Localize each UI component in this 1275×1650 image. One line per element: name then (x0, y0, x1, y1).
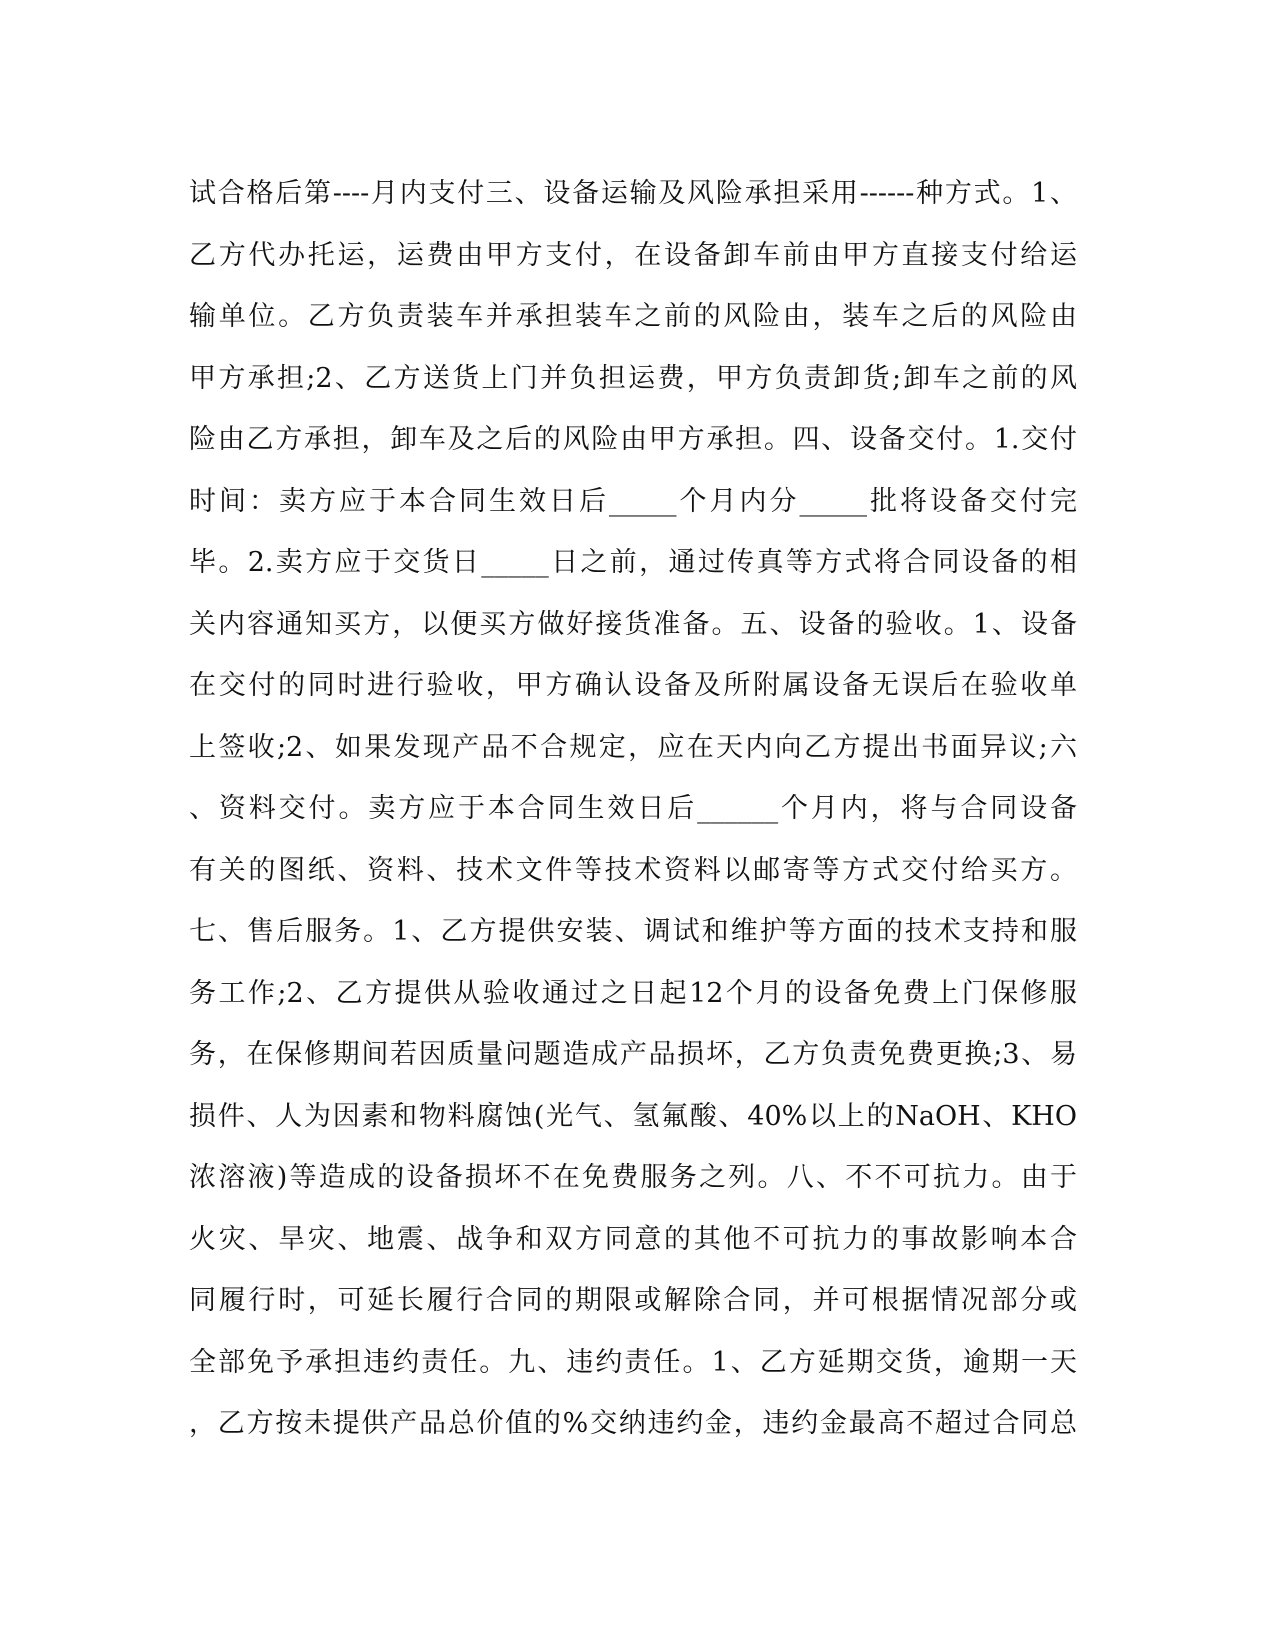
text-line: 甲方承担;2、乙方送货上门并负担运费，甲方负责卸货;卸车之前的风 (189, 362, 1077, 394)
text-line: 火灾、旱灾、地震、战争和双方同意的其他不可抗力的事故影响本合 (189, 1223, 1077, 1255)
text-line: 关内容通知买方，以便买方做好接货准备。五、设备的验收。1、设备 (189, 608, 1077, 640)
text-line: ，乙方按未提供产品总价值的%交纳违约金，违约金最高不超过合同总 (189, 1408, 1077, 1439)
text-line: 毕。2.卖方应于交货日_____日之前，通过传真等方式将合同设备的相 (189, 547, 1077, 578)
text-line: 、资料交付。卖方应于本合同生效日后______个月内，将与合同设备 (189, 793, 1077, 824)
text-line: 上签收;2、如果发现产品不合规定，应在天内向乙方提出书面异议;六 (189, 731, 1077, 763)
text-line: 输单位。乙方负责装车并承担装车之前的风险由，装车之后的风险由 (189, 301, 1077, 332)
text-line: 务，在保修期间若因质量问题造成产品损坏，乙方负责免费更换;3、易 (189, 1039, 1077, 1070)
text-line: 在交付的同时进行验收，甲方确认设备及所附属设备无误后在验收单 (189, 670, 1077, 701)
text-line: 同履行时，可延长履行合同的期限或解除合同，并可根据情况部分或 (189, 1285, 1077, 1316)
text-line: 浓溶液)等造成的设备损坏不在免费服务之列。八、不不可抗力。由于 (189, 1162, 1077, 1193)
text-line: 险由乙方承担，卸车及之后的风险由甲方承担。四、设备交付。1.交付 (189, 424, 1077, 455)
text-line: 损件、人为因素和物料腐蚀(光气、氢氟酸、40%以上的NaOH、KHO (189, 1100, 1077, 1132)
contract-text-body (189, 163, 1089, 1455)
text-line: 七、售后服务。1、乙方提供安装、调试和维护等方面的技术支持和服 (189, 916, 1077, 947)
text-line: 全部免予承担违约责任。九、违约责任。1、乙方延期交货，逾期一天 (189, 1346, 1077, 1378)
text-line: 时间：卖方应于本合同生效日后_____个月内分_____批将设备交付完 (189, 485, 1077, 517)
text-line: 试合格后第----月内支付三、设备运输及风险承担采用------种方式。1、 (189, 178, 1077, 209)
text-line: 乙方代办托运，运费由甲方支付，在设备卸车前由甲方直接支付给运 (189, 239, 1077, 271)
text-line: 有关的图纸、资料、技术文件等技术资料以邮寄等方式交付给买方。 (189, 854, 1077, 886)
text-line: 务工作;2、乙方提供从验收通过之日起12个月的设备免费上门保修服 (189, 977, 1077, 1009)
